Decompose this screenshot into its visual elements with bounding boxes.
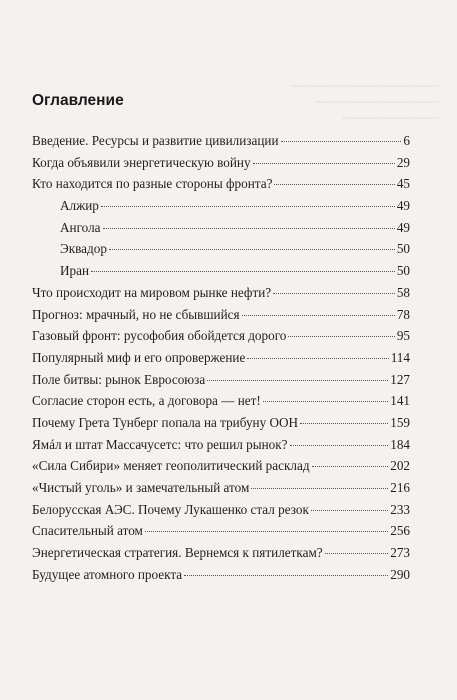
toc-entry-title: Эквадор	[60, 241, 107, 257]
toc-page-number: 127	[390, 371, 410, 387]
toc-entry	[32, 520, 410, 542]
toc-entry-title: Введение. Ресурсы и развитие цивилизации	[32, 133, 279, 148]
toc-page-number: 49	[396, 198, 410, 214]
toc-entry	[32, 152, 410, 174]
dot-leader	[290, 445, 389, 446]
toc-entry	[32, 282, 410, 304]
toc-page-number: 184	[390, 436, 410, 452]
dot-leader	[207, 380, 388, 381]
dot-leader	[253, 163, 395, 164]
toc-entry	[32, 499, 410, 521]
page-title: Оглавление	[32, 92, 124, 109]
toc-entry-title: Иран	[60, 263, 90, 279]
dot-leader	[91, 271, 395, 272]
toc-subentry	[32, 238, 410, 260]
toc-entry-title: «Сила Сибири» меняет геополитический расклад	[32, 458, 310, 474]
toc-subentry	[32, 260, 410, 282]
toc-page-number: 256	[390, 523, 410, 539]
toc-entry-title: Алжир	[60, 198, 99, 214]
toc-entry-title: Энергетическая стратегия. Вернемся к пятилеткам?	[32, 545, 323, 561]
toc-entry	[32, 477, 410, 499]
toc-entry	[32, 369, 410, 391]
toc-page-number: 290	[390, 566, 410, 582]
toc-page-number: 114	[390, 349, 410, 365]
toc-page-number: 159	[390, 414, 410, 430]
dot-leader	[300, 423, 388, 424]
toc-page-number: 49	[396, 219, 410, 235]
dot-leader	[184, 575, 388, 576]
toc-page-number: 6	[403, 133, 410, 148]
toc-entry-title: Прогноз: мрачный, но не сбывшийся	[32, 306, 240, 322]
toc-page-number: 29	[396, 154, 410, 170]
toc-page-number: 50	[396, 263, 410, 279]
toc-entry-title: Когда объявили энергетическую войну	[32, 154, 251, 170]
bleed-through-text: ~~~~~~~~~~~~~~~~~~~~~~~ ~~~~~~~~~~~~~~~~~~~ ~~~~~~~~~~~~~~~	[289, 79, 439, 125]
toc-entry-title: Согласие сторон есть, а договора — нет!	[32, 393, 261, 409]
toc-entry	[32, 173, 410, 195]
toc-page-number: 58	[396, 284, 410, 300]
dot-leader	[263, 401, 388, 402]
toc-entry	[32, 304, 410, 326]
toc-page-number: 45	[396, 176, 410, 192]
dot-leader	[103, 228, 395, 229]
toc-entry-title: Ямáл и штат Массачусетс: что решил рынок?	[32, 436, 288, 452]
toc-page-number: 95	[396, 328, 410, 344]
toc-entry-title: Спасительный атом	[32, 523, 143, 539]
dot-leader	[101, 206, 395, 207]
dot-leader	[273, 293, 395, 294]
table-of-contents	[32, 130, 410, 585]
toc-page-number: 50	[396, 241, 410, 257]
toc-entry	[32, 434, 410, 456]
toc-entry	[32, 347, 410, 369]
toc-entry-title: Кто находится по разные стороны фронта?	[32, 176, 273, 192]
toc-entry-title: Белорусская АЭС. Почему Лукашенко стал резок	[32, 501, 309, 517]
dot-leader	[274, 184, 394, 185]
dot-leader	[281, 141, 402, 142]
toc-entry-title: Ангола	[60, 219, 101, 235]
toc-entry-title: Что происходит на мировом рынке нефти?	[32, 284, 272, 300]
dot-leader	[312, 466, 389, 467]
toc-entry	[32, 130, 410, 152]
toc-entry-title: Поле битвы: рынок Евросоюза	[32, 371, 206, 387]
toc-entry	[32, 412, 410, 434]
toc-page-number: 141	[390, 393, 410, 409]
toc-entry	[32, 390, 410, 412]
toc-entry-title: Газовый фронт: русофобия обойдется дорого	[32, 328, 287, 344]
toc-page-number: 233	[390, 501, 410, 517]
dot-leader	[247, 358, 388, 359]
toc-subentry	[32, 195, 410, 217]
toc-entry-title: «Чистый уголь» и замечательный атом	[32, 480, 250, 495]
dot-leader	[145, 531, 388, 532]
dot-leader	[242, 315, 395, 316]
dot-leader	[251, 488, 388, 489]
toc-entry	[32, 564, 410, 586]
toc-entry	[32, 455, 410, 477]
toc-page-number: 273	[390, 545, 410, 561]
toc-subentry	[32, 217, 410, 239]
toc-entry-title: Почему Грета Тунберг попала на трибуну ООН	[32, 414, 299, 430]
toc-entry-title: Будущее атомного проекта	[32, 566, 183, 582]
dot-leader	[325, 553, 389, 554]
toc-entry	[32, 325, 410, 347]
toc-page-number: 202	[390, 458, 410, 474]
dot-leader	[311, 510, 388, 511]
dot-leader	[288, 336, 394, 337]
dot-leader	[109, 249, 395, 250]
toc-page-number: 216	[390, 480, 410, 495]
toc-entry	[32, 542, 410, 564]
toc-page-number: 78	[396, 306, 410, 322]
toc-entry-title: Популярный миф и его опровержение	[32, 349, 246, 365]
